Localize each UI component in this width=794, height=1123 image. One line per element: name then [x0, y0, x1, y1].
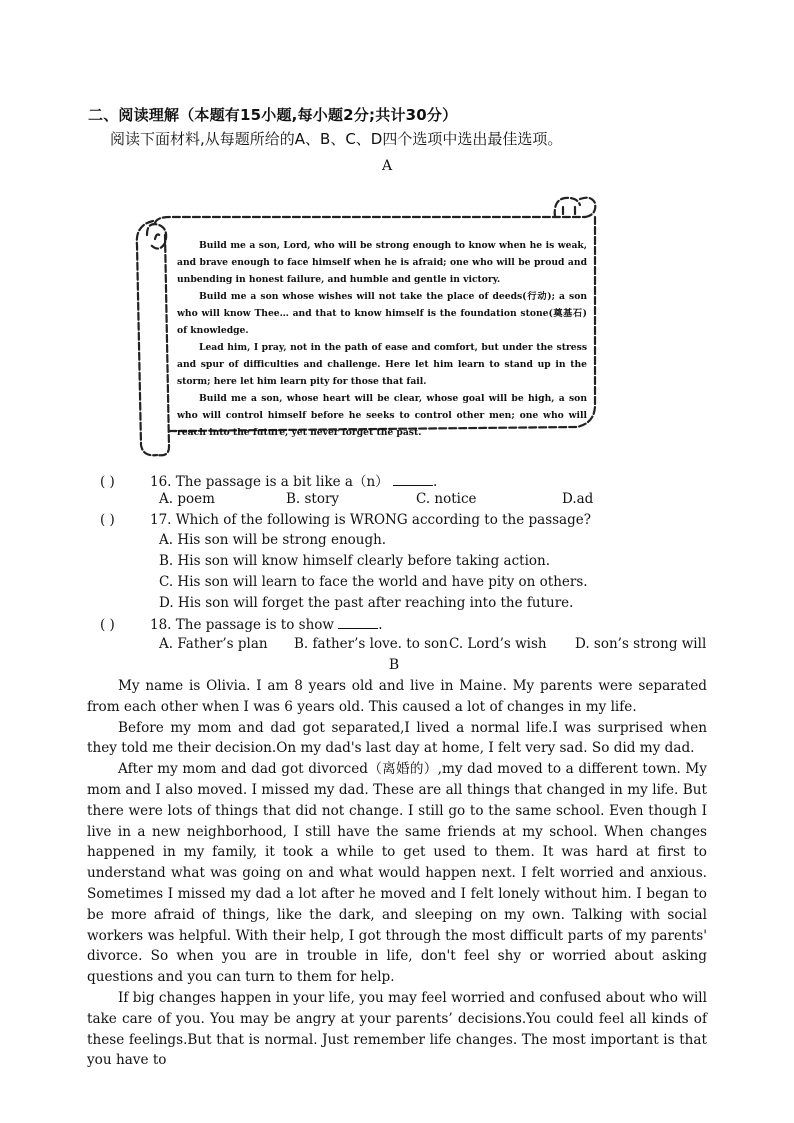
poem-text — [177, 237, 587, 441]
question-stem: 18. The passage is to show — [150, 617, 334, 633]
fill-blank[interactable] — [393, 473, 433, 486]
poem-paragraph: Build me a son whose wishes will not take the place of deeds(行动); a son who will know Thee… and that to know himself is the foundation stone(奠基石) of knowledge. — [177, 291, 587, 336]
poem-paragraph: Lead him, I pray, not in the path of ease and comfort, but under the stress and spur of difficulties and challenge. Here let him learn to stand up in the storm; here let him learn pity for those that fail. — [177, 342, 587, 387]
answer-blank[interactable]: ( ) — [100, 512, 115, 528]
part-a-label: A — [381, 158, 393, 174]
question-16: ( ) 16. The passage is a bit like a（n） . — [100, 474, 438, 490]
passage-paragraph: After my mom and dad got divorced（离婚的）,my dad moved to a different town. My mom and I also moved. I missed my dad. These are all things that changed in my life. But there were lots of things that did not change. I still go to the same school. Even though I live in a new neighborhood, I still have the same friends at my school. When changes happened in my family, it took a while to get used to them. It was hard at first to understand what was going on and what would happen next. I felt worried and anxious. Sometimes I missed my dad a lot after he moved and I felt lonely without him. I began to be more afraid of things, like the dark, and sleeping on my own. Talking with social workers was helpful. With their help, I got through the most difficult parts of my parents' divorce. So when you are in trouble in life, don't feel shy or worried about asking questions and you can turn to them for help. — [87, 761, 707, 986]
scroll-illustration — [125, 195, 605, 465]
option-a[interactable]: A. His son will be strong enough. — [159, 532, 387, 548]
answer-blank[interactable]: ( ) — [100, 474, 115, 490]
question-17 — [100, 512, 591, 528]
passage-paragraph: Before my mom and dad got separated,I lived a normal life.I was surprised when they told me their decision.On my dad's last day at home, I felt very sad. So did my dad. — [87, 719, 707, 757]
option-a[interactable]: A. poem — [159, 491, 215, 507]
poem-paragraph: Build me a son, Lord, who will be strong enough to know when he is weak, and brave enough to face himself when he is afraid; one who will be proud and unbending in honest failure, and humble and gentle in victory. — [177, 240, 587, 285]
passage-paragraph: If big changes happen in your life, you may feel worried and confused about who will take care of you. You may be angry at your parents’ decisions.You could feel all kinds of these feelings.But that is normal. Just remember life changes. The most important is that you have to — [87, 989, 707, 1069]
option-c[interactable]: C. Lord’s wish — [449, 636, 547, 652]
passage-b — [87, 676, 707, 1071]
fill-blank[interactable] — [338, 616, 378, 629]
option-b[interactable]: B. father’s love. to son — [294, 636, 448, 652]
option-b[interactable]: B. His son will know himself clearly before taking action. — [159, 553, 550, 569]
option-a[interactable]: A. Father’s plan — [159, 636, 268, 652]
option-c[interactable]: C. notice — [416, 491, 477, 507]
option-d[interactable]: D. His son will forget the past after reaching into the future. — [159, 595, 574, 611]
question-stem: 17. Which of the following is WRONG according to the passage? — [150, 512, 591, 528]
section-title: 二、阅读理解（本题有15小题,每小题2分;共计30分） — [88, 106, 458, 124]
question-18: ( ) 18. The passage is to show . — [100, 617, 383, 633]
option-c[interactable]: C. His son will learn to face the world and have pity on others. — [159, 574, 588, 590]
option-b[interactable]: B. story — [286, 491, 340, 507]
passage-paragraph: My name is Olivia. I am 8 years old and live in Maine. My parents were separated from each other when I was 6 years old. This caused a lot of changes in my life. — [87, 678, 707, 715]
section-instruction: 阅读下面材料,从每题所给的A、B、C、D四个选项中选出最佳选项。 — [110, 130, 563, 148]
poem-paragraph: Build me a son, whose heart will be clear, whose goal will be high, a son who will control himself before he seeks to control other men; one who will reach into the future, yet never forget the past. — [177, 393, 587, 438]
answer-blank[interactable]: ( ) — [100, 617, 115, 633]
question-stem: 16. The passage is a bit like a（n） — [150, 474, 389, 490]
option-d[interactable]: D.ad — [562, 491, 594, 507]
option-d[interactable]: D. son’s strong will — [575, 636, 707, 652]
part-b-label: B — [388, 657, 400, 673]
